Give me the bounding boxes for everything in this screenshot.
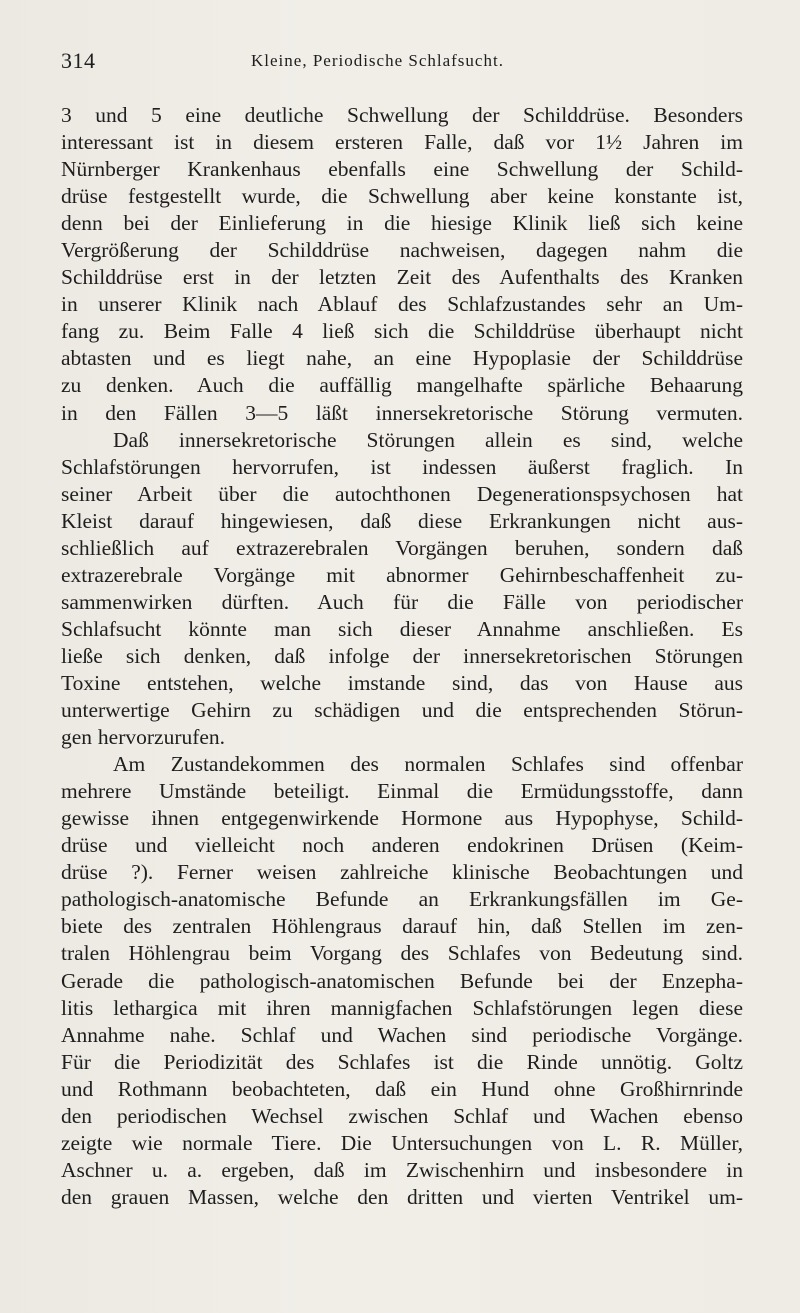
text-line: ließe sich denken, daß infolge der innersekretorischen Störungen (61, 643, 743, 668)
text-line: Vergrößerung der Schilddrüse nachweisen, dagegen nahm die (61, 238, 743, 263)
text-line: zu denken. Auch die auffällig mangelhafte spärliche Behaarung (61, 373, 743, 398)
text-line: gewisse ihnen entgegenwirkende Hormone aus Hypophyse, Schild- (61, 806, 743, 831)
text-line: seiner Arbeit über die autochthonen Degenerationspsychosen hat (61, 481, 743, 506)
text-line: Aschner u. a. ergeben, daß im Zwischenhirn und insbesondere in (61, 1157, 743, 1182)
text-line: und Rothmann beobachteten, daß ein Hund ohne Großhirnrinde (61, 1076, 743, 1101)
text-line: in unserer Klinik nach Ablauf des Schlafzustandes sehr an Um- (61, 292, 743, 317)
text-line: litis lethargica mit ihren mannigfachen Schlafstörungen legen diese (61, 995, 743, 1020)
body-text (61, 102, 743, 1211)
text-line: Annahme nahe. Schlaf und Wachen sind periodische Vorgänge. (61, 1022, 743, 1047)
text-line: Am Zustandekommen des normalen Schlafes sind offenbar (113, 752, 743, 777)
page-number: 314 (61, 48, 96, 73)
text-line: 3 und 5 eine deutliche Schwellung der Schilddrüse. Besonders (61, 103, 743, 127)
text-line: den grauen Massen, welche den dritten und vierten Ventrikel um- (61, 1184, 743, 1209)
text-line: abtasten und es liegt nahe, an eine Hypoplasie der Schilddrüse (61, 346, 743, 371)
paragraph (61, 102, 743, 427)
text-line: sammenwirken dürften. Auch für die Fälle von periodischer (61, 589, 743, 614)
paragraph (61, 427, 743, 752)
text-line: extrazerebrale Vorgänge mit abnormer Gehirnbeschaffenheit zu- (61, 562, 743, 587)
text-line: Schlafsucht könnte man sich dieser Annahme anschließen. Es (61, 616, 743, 641)
text-line: in den Fällen 3—5 läßt innersekretorische Störung vermuten. (61, 400, 743, 425)
text-line: unterwertige Gehirn zu schädigen und die entsprechenden Störun- (61, 698, 743, 723)
text-line: schließlich auf extrazerebralen Vorgängen beruhen, sondern daß (61, 535, 743, 560)
page-header (61, 48, 741, 78)
text-line: drüse festgestellt wurde, die Schwellung aber keine konstante ist, (61, 184, 743, 209)
text-line: Nürnberger Krankenhaus ebenfalls eine Schwellung der Schild- (61, 157, 743, 182)
text-line: Für die Periodizität des Schlafes ist die Rinde unnötig. Goltz (61, 1049, 743, 1074)
text-line: Gerade die pathologisch-anatomischen Befunde bei der Enzepha- (61, 968, 743, 993)
paragraph (61, 751, 743, 1211)
text-line: drüse und vielleicht noch anderen endokrinen Drüsen (Keim- (61, 833, 743, 858)
text-line: mehrere Umstände beteiligt. Einmal die Ermüdungsstoffe, dann (61, 779, 743, 804)
text-line: biete des zentralen Höhlengraus darauf hin, daß Stellen im zen- (61, 914, 743, 939)
text-line: drüse ?). Ferner weisen zahlreiche klinische Beobachtungen und (61, 860, 743, 885)
running-title: Kleine, Periodische Schlafsucht. (251, 51, 504, 70)
text-line: den periodischen Wechsel zwischen Schlaf und Wachen ebenso (61, 1103, 743, 1128)
text-line: zeigte wie normale Tiere. Die Untersuchungen von L. R. Müller, (61, 1130, 743, 1155)
text-line: Toxine entstehen, welche imstande sind, das von Hause aus (61, 670, 743, 695)
text-line: Schilddrüse erst in der letzten Zeit des Aufenthalts des Kranken (61, 265, 743, 290)
text-line: interessant ist in diesem ersteren Falle, daß vor 1½ Jahren im (61, 130, 743, 155)
text-line: Daß innersekretorische Störungen allein es sind, welche (113, 427, 743, 452)
text-line: Kleist darauf hingewiesen, daß diese Erkrankungen nicht aus- (61, 508, 743, 533)
text-line: tralen Höhlengrau beim Vorgang des Schlafes von Bedeutung sind. (61, 941, 743, 966)
text-line: pathologisch-anatomische Befunde an Erkrankungsfällen im Ge- (61, 887, 743, 912)
text-line: gen hervorzurufen. (61, 725, 226, 750)
text-line: fang zu. Beim Falle 4 ließ sich die Schilddrüse überhaupt nicht (61, 319, 743, 344)
text-line: Schlafstörungen hervorrufen, ist indessen äußerst fraglich. In (61, 454, 743, 479)
text-line: denn bei der Einlieferung in die hiesige Klinik ließ sich keine (61, 211, 743, 236)
